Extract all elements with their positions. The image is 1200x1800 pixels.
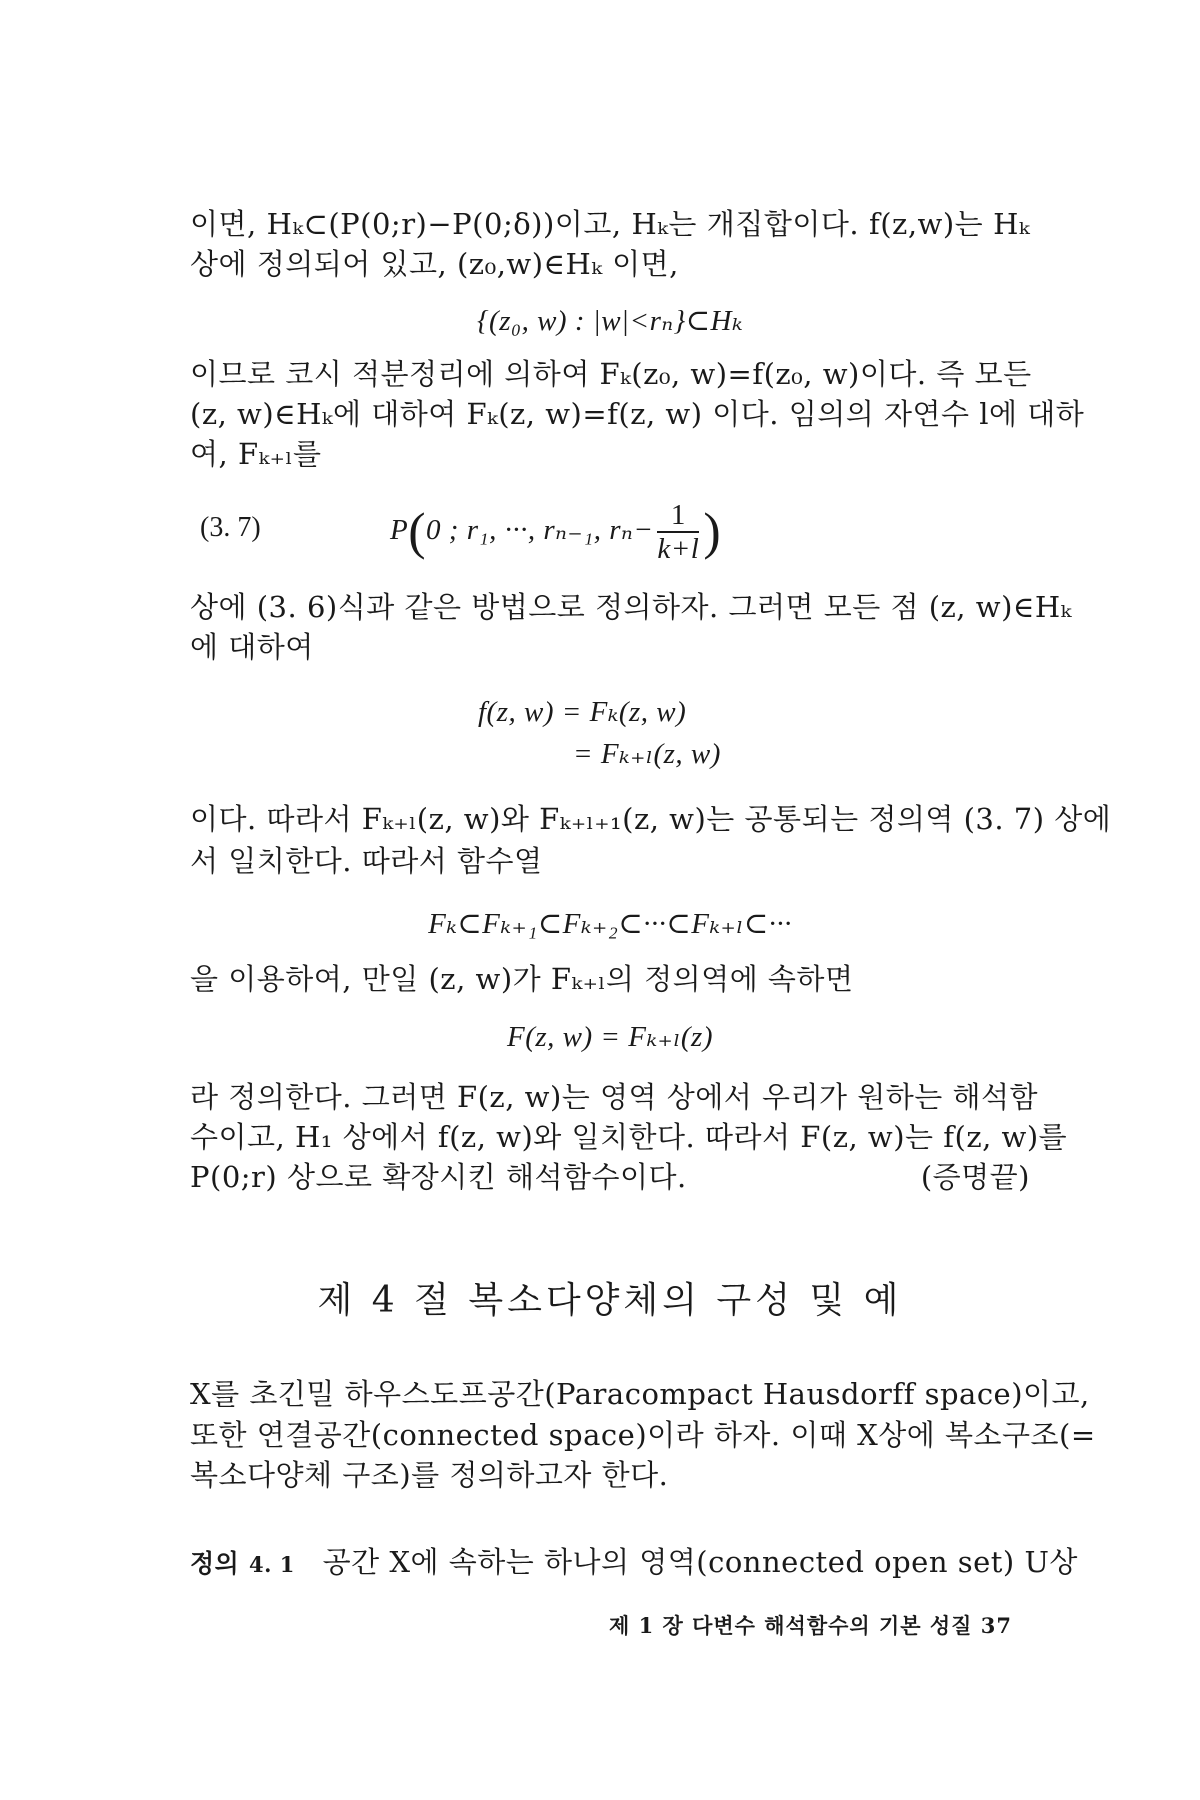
text-line-4: (z, w)∈Hₖ에 대하여 Fₖ(z, w)=f(z, w) 이다. 임의의 자연수 l에 대하 [190, 397, 1085, 431]
text-line-10: 을 이용하여, 만일 (z, w)가 Fₖ₊ₗ의 정의역에 속하면 [190, 962, 854, 996]
equation-2-fraction-denominator: k+l [657, 533, 700, 566]
paragraph-2-line-2: 또한 연결공간(connected space)이라 하자. 이때 X상에 복소구조(= [190, 1418, 1096, 1452]
equation-3b: = Fₖ₊ₗ(z, w) [573, 738, 721, 770]
text-line-1: 이면, Hₖ⊂(P(0;r)−P(0;δ))이고, Hₖ는 개집합이다. f(z,w)는 Hₖ [190, 207, 1030, 241]
equation-2-close-paren: ) [703, 503, 722, 561]
text-line-3: 이므로 코시 적분정리에 의하여 Fₖ(z₀, w)=f(z₀, w)이다. 즉 모든 [190, 357, 1032, 391]
text-line-7: 에 대하여 [190, 630, 314, 664]
text-line-11: 라 정의한다. 그러면 F(z, w)는 영역 상에서 우리가 원하는 해석함 [190, 1080, 1039, 1114]
equation-2-fraction [657, 499, 699, 565]
equation-2 [390, 490, 890, 572]
equation-1: {(z₀, w) : |w|<rₙ}⊂Hₖ [476, 305, 744, 337]
definition-number: 4. 1 [249, 1552, 295, 1577]
definition-label: 정의 [190, 1549, 240, 1578]
equation-2-left: P [390, 514, 409, 546]
page-footer: 제 1 장 다변수 해석함수의 기본 성질 37 [608, 1613, 1012, 1638]
text-line-13-content: P(0;r) 상으로 확장시킨 해석함수이다. [190, 1160, 687, 1194]
definition-text: 공간 X에 속하는 하나의 영역(connected open set) U상 [322, 1545, 1078, 1579]
equation-4: Fₖ⊂Fₖ₊₁⊂Fₖ₊₂⊂···⊂Fₖ₊ₗ⊂··· [428, 908, 792, 940]
text-line-5: 여, Fₖ₊ₗ를 [190, 437, 322, 471]
paragraph-2-line-3: 복소다양체 구조)를 정의하고자 한다. [190, 1458, 669, 1492]
equation-5: F(z, w) = Fₖ₊ₗ(z) [507, 1021, 713, 1053]
equation-2-args: 0 ; r₁, ···, rₙ₋₁, rₙ− [426, 514, 654, 546]
text-line-2: 상에 정의되어 있고, (z₀,w)∈Hₖ 이면, [190, 247, 679, 281]
text-line-12: 수이고, H₁ 상에서 f(z, w)와 일치한다. 따라서 F(z, w)는 f(z, w)를 [190, 1120, 1068, 1154]
equation-2-open-paren: ( [408, 503, 427, 561]
equation-2-fraction-numerator: 1 [657, 499, 699, 533]
equation-number-3-7: (3. 7) [200, 512, 261, 543]
section-heading: 제 4 절 복소다양체의 구성 및 예 [317, 1280, 903, 1321]
equation-3a: f(z, w) = Fₖ(z, w) [478, 696, 687, 728]
text-line-8: 이다. 따라서 Fₖ₊ₗ(z, w)와 Fₖ₊ₗ₊₁(z, w)는 공통되는 정의역 (3. 7) 상에 [190, 802, 1112, 836]
definition-4-1 [190, 1543, 1078, 1584]
text-line-9: 서 일치한다. 따라서 함수열 [190, 844, 543, 878]
text-line-13 [190, 1158, 1030, 1196]
qed-mark: (증명끝) [920, 1160, 1030, 1194]
text-line-6: 상에 (3. 6)식과 같은 방법으로 정의하자. 그러면 모든 점 (z, w)∈Hₖ [190, 590, 1072, 624]
paragraph-2-line-1: X를 초긴밀 하우스도프공간(Paracompact Hausdorff space)이고, [190, 1377, 1090, 1411]
